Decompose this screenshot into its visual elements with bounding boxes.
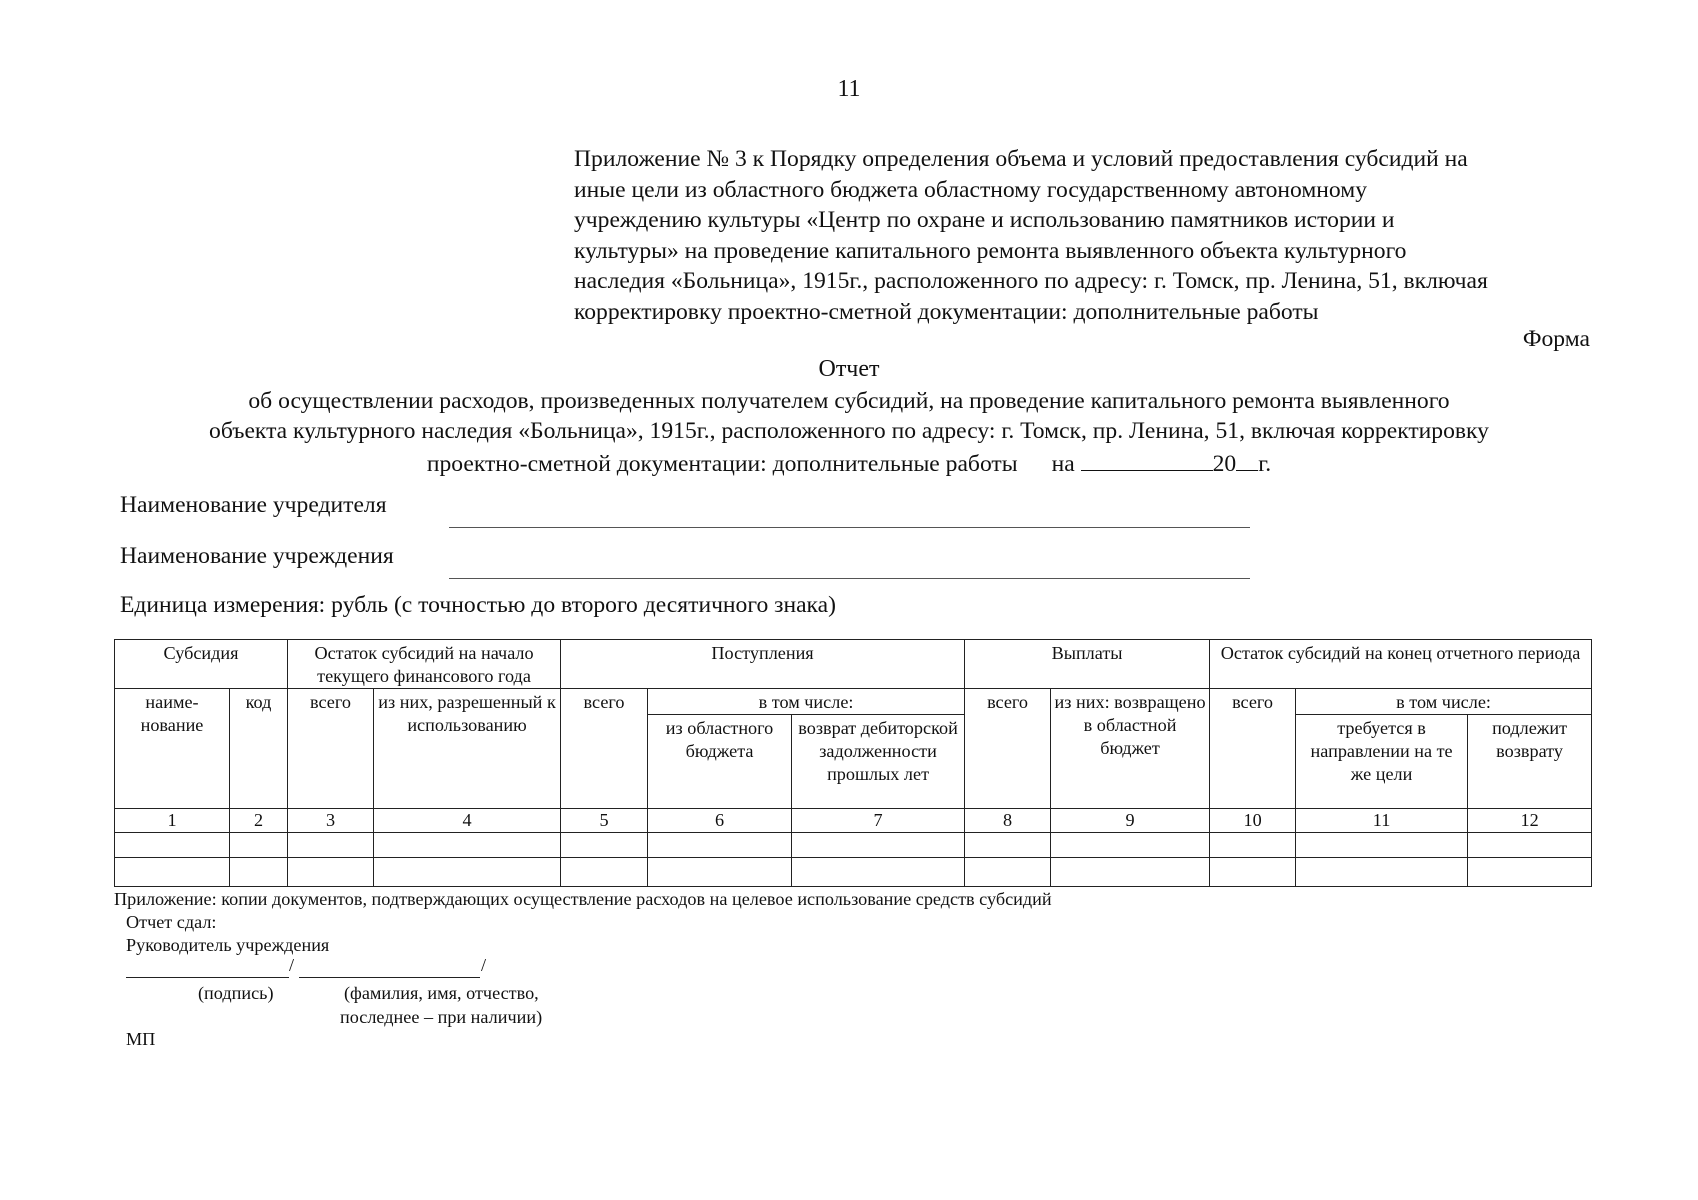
header-end-total: всего	[1210, 689, 1296, 809]
table-cell[interactable]	[561, 858, 648, 887]
column-number: 6	[648, 809, 792, 833]
column-number: 9	[1051, 809, 1210, 833]
column-number: 4	[374, 809, 561, 833]
column-number: 10	[1210, 809, 1296, 833]
header-debt-return: возврат дебиторской задолженности прошлых лет	[792, 715, 965, 809]
fio-line[interactable]	[299, 977, 480, 978]
fio-slash: /	[481, 955, 487, 975]
table-cell[interactable]	[230, 833, 288, 858]
column-number: 3	[288, 809, 374, 833]
report-subtitle-line: объекта культурного наследия «Больница», 1915г., расположенного по адресу: г. Томск, пр. Ленина, 51, включая корректировку	[209, 418, 1489, 444]
column-number: 2	[230, 809, 288, 833]
appendix-line: культуры» на проведение капитального ремонта выявленного объекта культурного	[574, 237, 1407, 264]
report-subtitle-line: об осуществлении расходов, произведенных получателем субсидий, на проведение капитального ремонта выявленного	[248, 388, 1450, 414]
table-cell[interactable]	[1468, 833, 1592, 858]
fio-caption-line2: последнее – при наличии)	[340, 1007, 543, 1027]
year-suffix: г.	[1258, 451, 1272, 477]
table-cell[interactable]	[965, 833, 1051, 858]
table-cell[interactable]	[1210, 858, 1296, 887]
report-subtitle-line	[100, 446, 1598, 479]
column-number: 12	[1468, 809, 1592, 833]
date-blank[interactable]	[1081, 446, 1213, 471]
header-code: код	[230, 689, 288, 809]
signature-slash: /	[289, 955, 295, 975]
header-payments-total: всего	[965, 689, 1051, 809]
table-cell[interactable]	[230, 858, 288, 887]
table-cell[interactable]	[792, 858, 965, 887]
header-returned: из них: возвращено в областной бюджет	[1051, 689, 1210, 809]
submitted-label: Отчет сдал:	[126, 912, 217, 932]
header-start-total: всего	[288, 689, 374, 809]
table-cell[interactable]	[115, 833, 230, 858]
table-cell[interactable]	[288, 833, 374, 858]
appendix-line: учреждению культуры «Центр по охране и использованию памятников истории и	[574, 207, 1395, 233]
table-cell[interactable]	[648, 858, 792, 887]
table-cell[interactable]	[374, 858, 561, 887]
form-label: Форма	[1522, 326, 1590, 352]
header-receipts: Поступления	[561, 640, 965, 689]
table-cell[interactable]	[1296, 858, 1468, 887]
report-subtitle	[100, 386, 1598, 479]
appendix-line: корректировку проектно-сметной документации: дополнительные работы	[574, 298, 1319, 325]
table-cell[interactable]	[374, 833, 561, 858]
date-on-label: на	[1051, 451, 1075, 477]
header-allowed: из них, разрешенный к использованию	[374, 689, 561, 809]
stamp-label: МП	[126, 1029, 156, 1049]
header-name: наиме-нование	[115, 689, 230, 809]
attachment-note: Приложение: копии документов, подтверждающих осуществление расходов на целевое использование средств субсидий	[114, 889, 1052, 909]
page-number: 11	[837, 76, 861, 102]
year-prefix: 20	[1212, 451, 1237, 477]
column-number: 11	[1296, 809, 1468, 833]
table-cell[interactable]	[1051, 833, 1210, 858]
header-to-return: подлежит возврату	[1468, 715, 1592, 809]
table-cell[interactable]	[792, 833, 965, 858]
head-label: Руководитель учреждения	[126, 935, 330, 955]
appendix-line: иные цели из областного бюджета областному государственному автономному	[574, 176, 1368, 203]
founder-line[interactable]	[449, 527, 1250, 528]
header-end-balance: Остаток субсидий на конец отчетного периода	[1210, 640, 1592, 689]
fio-caption-line1: (фамилия, имя, отчество,	[344, 983, 539, 1003]
report-title: Отчет	[818, 356, 880, 382]
header-receipts-including: в том числе:	[648, 689, 965, 715]
column-number: 7	[792, 809, 965, 833]
report-subtitle-text: проектно-сметной документации: дополнительные работы	[426, 451, 1018, 477]
table-cell[interactable]	[1468, 858, 1592, 887]
report-table	[114, 639, 1592, 887]
header-end-including: в том числе:	[1296, 689, 1592, 715]
appendix-heading	[574, 144, 1590, 327]
header-receipts-total: всего	[561, 689, 648, 809]
institution-line[interactable]	[449, 578, 1250, 579]
appendix-line: Приложение № 3 к Порядку определения объема и условий предоставления субсидий на	[574, 146, 1468, 172]
table-cell[interactable]	[561, 833, 648, 858]
table-row	[115, 858, 1592, 887]
table-cell[interactable]	[1296, 833, 1468, 858]
header-payments: Выплаты	[965, 640, 1210, 689]
table-cell[interactable]	[1051, 858, 1210, 887]
year-blank[interactable]	[1236, 446, 1258, 471]
signature-line[interactable]	[126, 977, 289, 978]
table-cell[interactable]	[1210, 833, 1296, 858]
column-number: 8	[965, 809, 1051, 833]
column-number: 5	[561, 809, 648, 833]
unit-label: Единица измерения: рубль (с точностью до второго десятичного знака)	[120, 592, 836, 618]
header-start-balance: Остаток субсидий на начало текущего финансового года	[288, 640, 561, 689]
table-cell[interactable]	[115, 858, 230, 887]
founder-label: Наименование учредителя	[120, 492, 387, 518]
column-number: 1	[115, 809, 230, 833]
table-cell[interactable]	[965, 858, 1051, 887]
table-row	[115, 833, 1592, 858]
table-cell[interactable]	[288, 858, 374, 887]
table-cell[interactable]	[648, 833, 792, 858]
institution-label: Наименование учреждения	[120, 543, 394, 569]
header-subsidy: Субсидия	[115, 640, 288, 689]
appendix-line: наследия «Больница», 1915г., расположенного по адресу: г. Томск, пр. Ленина, 51, включая	[574, 268, 1488, 294]
header-required-same: требуется в направлении на те же цели	[1296, 715, 1468, 809]
header-from-budget: из областного бюджета	[648, 715, 792, 809]
signature-caption: (подпись)	[198, 983, 274, 1003]
